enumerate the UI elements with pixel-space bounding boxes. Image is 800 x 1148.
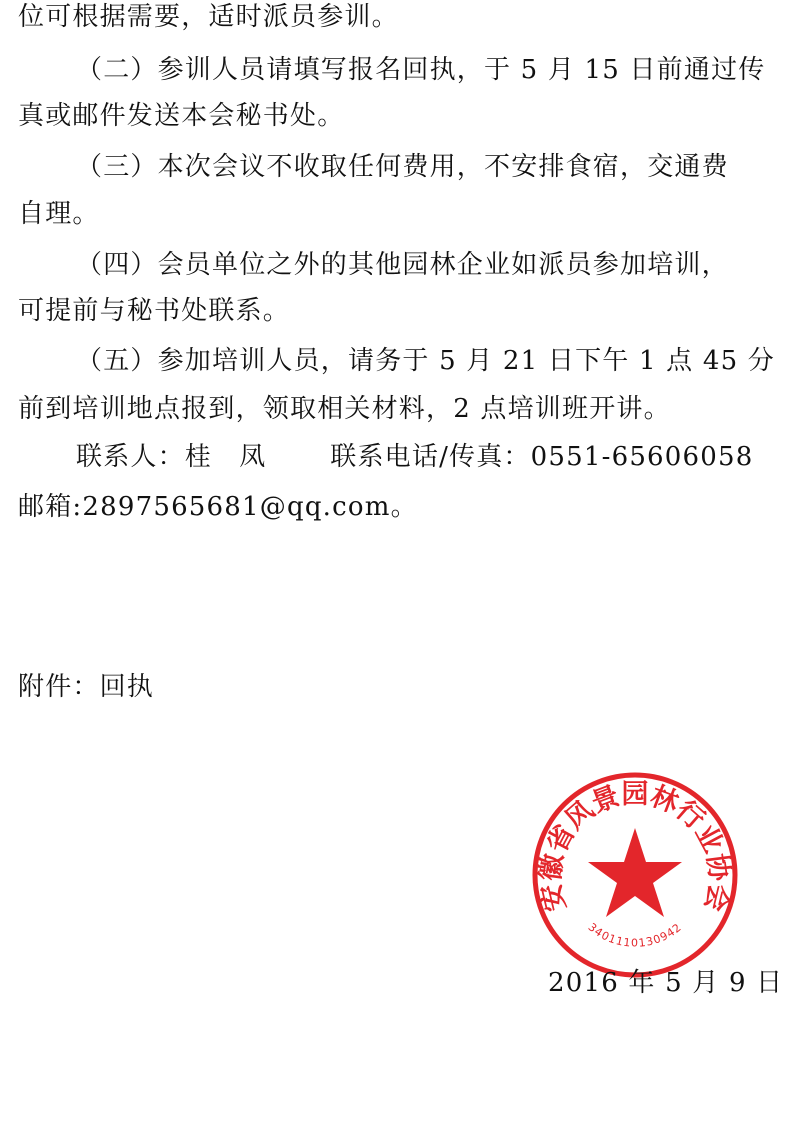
seal-code: 3401110130942 [585,920,685,950]
contact-line: 联系人：桂 凤 联系电话/传真：0551-65606058 [76,442,754,472]
organization-seal [530,770,740,980]
body-line: （三）本次会议不收取任何费用，不安排食宿，交通费 [76,152,729,182]
document-date: 2016 年 5 月 9 日 [548,968,784,998]
body-line: 前到培训地点报到，领取相关材料，2 点培训班开讲。 [18,394,671,424]
seal-org-name: 安徽省风景园林行业协会 [535,779,735,915]
body-line: 可提前与秘书处联系。 [18,296,291,326]
body-line: 自理。 [18,199,100,229]
svg-text:3401110130942 [586,921,685,950]
body-line: 位可根据需要，适时派员参训。 [18,2,399,32]
email-line: 邮箱:2897565681@qq.com。 [18,492,418,522]
body-line: （五）参加培训人员，请务于 5 月 21 日下午 1 点 45 分 [76,346,775,376]
body-line: （二）参训人员请填写报名回执，于 5 月 15 日前通过传 [76,55,766,85]
body-line: （四）会员单位之外的其他园林企业如派员参加培训， [76,250,729,280]
attachment-line: 附件：回执 [18,672,155,702]
body-line: 真或邮件发送本会秘书处。 [18,101,345,131]
